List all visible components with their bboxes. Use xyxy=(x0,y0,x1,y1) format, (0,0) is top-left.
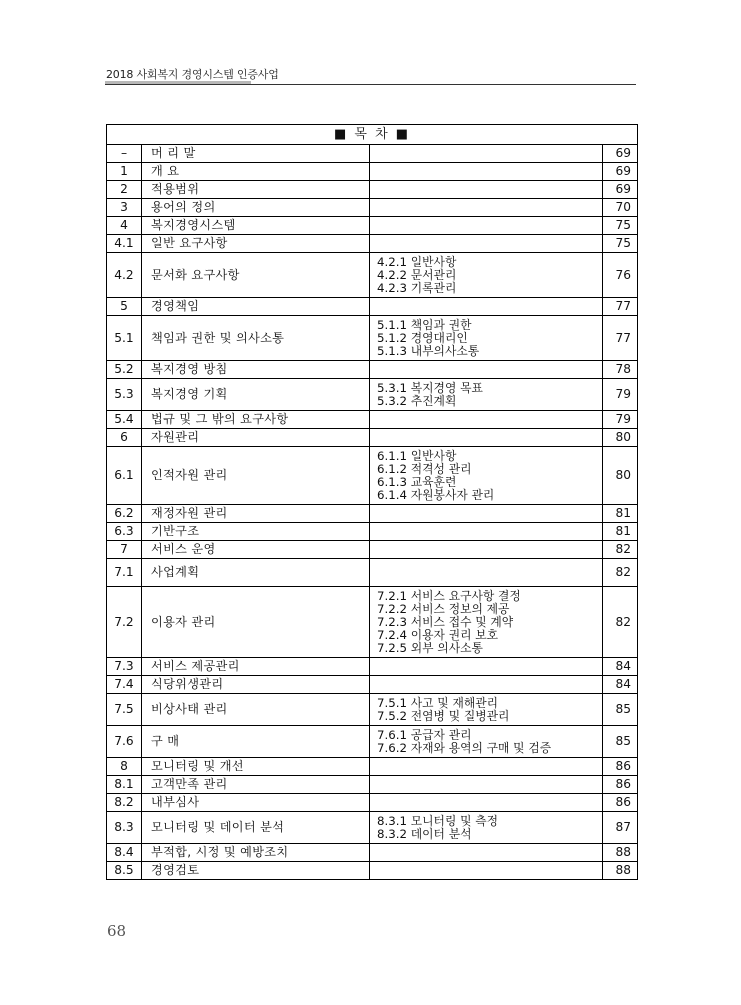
toc-caption: ■ 목 차 ■ xyxy=(107,125,638,145)
toc-page-number: 85 xyxy=(603,726,638,758)
toc-section-title: 복지경영 기획 xyxy=(142,379,370,411)
toc-page-number: 80 xyxy=(603,429,638,447)
toc-row xyxy=(107,541,638,559)
toc-section-title: 구 매 xyxy=(142,726,370,758)
toc-subsection-item: 5.1.3 내부의사소통 xyxy=(377,343,480,358)
toc-subsections xyxy=(370,658,603,676)
toc-subsections xyxy=(370,411,603,429)
toc-subsection-item: 7.2.2 서비스 정보의 제공 xyxy=(377,601,510,616)
toc-subsection-item: 5.3.2 추진계획 xyxy=(377,393,457,408)
toc-subsection-item: 6.1.4 자원봉사자 관리 xyxy=(377,487,495,502)
toc-section-number: 1 xyxy=(107,163,142,181)
toc-subsections xyxy=(370,505,603,523)
toc-section-number: 4.2 xyxy=(107,253,142,298)
toc-subsection-item: 6.1.1 일반사항 xyxy=(377,448,457,463)
toc-section-title: 개 요 xyxy=(142,163,370,181)
toc-page-number: 77 xyxy=(603,298,638,316)
toc-section-number: 6 xyxy=(107,429,142,447)
toc-section-number: 3 xyxy=(107,199,142,217)
toc-section-number: 7.2 xyxy=(107,587,142,658)
toc-subsection-item: 7.5.2 전염병 및 질병관리 xyxy=(377,708,510,723)
toc-page-number: 81 xyxy=(603,505,638,523)
toc-row xyxy=(107,429,638,447)
header-rule xyxy=(105,84,636,85)
toc-section-number: 7.1 xyxy=(107,559,142,587)
toc-subsection-item: 7.6.1 공급자 관리 xyxy=(377,727,472,742)
toc-page-number: 81 xyxy=(603,523,638,541)
toc-row xyxy=(107,361,638,379)
toc-subsection-item: 7.2.4 이용자 권리 보호 xyxy=(377,627,499,642)
toc-row xyxy=(107,726,638,758)
toc-subsections xyxy=(370,253,603,298)
toc-section-number: 8.1 xyxy=(107,776,142,794)
toc-subsection-item: 8.3.1 모니터링 및 측정 xyxy=(377,813,499,828)
toc-subsection-item: 6.1.2 적격성 관리 xyxy=(377,461,472,476)
page-number: 68 xyxy=(107,922,127,940)
toc-section-number: 6.1 xyxy=(107,447,142,505)
toc-row xyxy=(107,163,638,181)
toc-page-number: 82 xyxy=(603,559,638,587)
toc-row xyxy=(107,559,638,587)
toc-subsections xyxy=(370,181,603,199)
toc-section-number: 7.4 xyxy=(107,676,142,694)
toc-row xyxy=(107,447,638,505)
toc-subsections xyxy=(370,145,603,163)
toc-page-number: 86 xyxy=(603,758,638,776)
toc-subsection-item: 6.1.3 교육훈련 xyxy=(377,474,457,489)
toc-section-number: 8.2 xyxy=(107,794,142,812)
toc-section-title: 재정자원 관리 xyxy=(142,505,370,523)
toc-page-number: 85 xyxy=(603,694,638,726)
toc-row xyxy=(107,676,638,694)
toc-subsection-item: 7.5.1 사고 및 재해관리 xyxy=(377,695,499,710)
toc-section-number: 5.1 xyxy=(107,316,142,361)
toc-page-number: 87 xyxy=(603,812,638,844)
toc-row xyxy=(107,776,638,794)
toc-row xyxy=(107,316,638,361)
toc-page-number: 79 xyxy=(603,379,638,411)
toc-page-number: 79 xyxy=(603,411,638,429)
toc-section-number: – xyxy=(107,145,142,163)
toc-section-title: 경영검토 xyxy=(142,862,370,880)
toc-section-title: 복지경영 방침 xyxy=(142,361,370,379)
toc-section-number: 4.1 xyxy=(107,235,142,253)
toc-row xyxy=(107,145,638,163)
toc-body xyxy=(107,145,638,880)
toc-section-number: 7.3 xyxy=(107,658,142,676)
toc-section-title: 고객만족 관리 xyxy=(142,776,370,794)
toc-section-number: 8.4 xyxy=(107,844,142,862)
table-of-contents xyxy=(106,124,638,880)
toc-subsection-item: 4.2.3 기록관리 xyxy=(377,280,457,295)
toc-subsections xyxy=(370,199,603,217)
toc-page-number: 86 xyxy=(603,794,638,812)
toc-row xyxy=(107,844,638,862)
toc-section-number: 8.3 xyxy=(107,812,142,844)
toc-section-number: 7.5 xyxy=(107,694,142,726)
toc-subsections xyxy=(370,235,603,253)
toc-row xyxy=(107,411,638,429)
toc-subsection-item: 4.2.1 일반사항 xyxy=(377,254,457,269)
toc-subsection-item: 7.2.3 서비스 접수 및 계약 xyxy=(377,614,514,629)
toc-section-title: 비상사태 관리 xyxy=(142,694,370,726)
toc-row xyxy=(107,199,638,217)
toc-row xyxy=(107,862,638,880)
toc-subsections xyxy=(370,163,603,181)
toc-subsection-item: 5.3.1 복지경영 목표 xyxy=(377,380,483,395)
running-header: 2018 사회복지 경영시스템 인증사업 xyxy=(106,68,279,81)
toc-subsections xyxy=(370,758,603,776)
toc-page-number: 88 xyxy=(603,844,638,862)
toc-subsection-item: 5.1.1 책임과 권한 xyxy=(377,317,472,332)
toc-subsections xyxy=(370,694,603,726)
toc-subsections xyxy=(370,794,603,812)
toc-page-number: 80 xyxy=(603,447,638,505)
toc-page-number: 69 xyxy=(603,181,638,199)
toc-subsections xyxy=(370,217,603,235)
toc-section-title: 이용자 관리 xyxy=(142,587,370,658)
toc-subsection-item: 7.6.2 자재와 용역의 구매 및 검증 xyxy=(377,740,552,755)
toc-subsections xyxy=(370,298,603,316)
toc-section-title: 식당위생관리 xyxy=(142,676,370,694)
toc-page-number: 82 xyxy=(603,587,638,658)
toc-section-title: 책임과 권한 및 의사소통 xyxy=(142,316,370,361)
toc-section-number: 8 xyxy=(107,758,142,776)
toc-page-number: 82 xyxy=(603,541,638,559)
toc-section-title: 문서화 요구사항 xyxy=(142,253,370,298)
toc-section-title: 부적합, 시정 및 예방조치 xyxy=(142,844,370,862)
toc-row xyxy=(107,812,638,844)
toc-row xyxy=(107,235,638,253)
toc-row xyxy=(107,217,638,235)
toc-page-number: 70 xyxy=(603,199,638,217)
toc-row xyxy=(107,379,638,411)
toc-row xyxy=(107,758,638,776)
toc-section-title: 모니터링 및 데이터 분석 xyxy=(142,812,370,844)
toc-section-number: 2 xyxy=(107,181,142,199)
toc-subsections xyxy=(370,447,603,505)
toc-section-title: 자원관리 xyxy=(142,429,370,447)
toc-row xyxy=(107,523,638,541)
toc-row xyxy=(107,181,638,199)
toc-subsection-item: 7.2.1 서비스 요구사항 결정 xyxy=(377,588,521,603)
toc-row xyxy=(107,505,638,523)
toc-subsections xyxy=(370,316,603,361)
toc-subsections xyxy=(370,776,603,794)
toc-page-number: 78 xyxy=(603,361,638,379)
toc-subsections xyxy=(370,587,603,658)
toc-section-number: 7 xyxy=(107,541,142,559)
toc-subsections xyxy=(370,844,603,862)
toc-row xyxy=(107,794,638,812)
toc-section-number: 6.2 xyxy=(107,505,142,523)
toc-page-number: 75 xyxy=(603,235,638,253)
toc-section-number: 8.5 xyxy=(107,862,142,880)
toc-page-number: 84 xyxy=(603,658,638,676)
toc-section-title: 용어의 정의 xyxy=(142,199,370,217)
toc-section-number: 4 xyxy=(107,217,142,235)
toc-section-title: 법규 및 그 밖의 요구사항 xyxy=(142,411,370,429)
toc-section-title: 일반 요구사항 xyxy=(142,235,370,253)
toc-subsection-item: 4.2.2 문서관리 xyxy=(377,267,457,282)
toc-section-title: 경영책임 xyxy=(142,298,370,316)
toc-section-title: 사업계획 xyxy=(142,559,370,587)
toc-page-number: 75 xyxy=(603,217,638,235)
toc-section-title: 적용범위 xyxy=(142,181,370,199)
toc-subsection-item: 7.2.5 외부 의사소통 xyxy=(377,640,483,655)
toc-page-number: 77 xyxy=(603,316,638,361)
toc-subsections xyxy=(370,559,603,587)
toc-page-number: 69 xyxy=(603,163,638,181)
toc-subsections xyxy=(370,379,603,411)
toc-section-title: 서비스 운영 xyxy=(142,541,370,559)
toc-section-title: 인적자원 관리 xyxy=(142,447,370,505)
toc-row xyxy=(107,253,638,298)
toc-row xyxy=(107,298,638,316)
toc-section-title: 복지경영시스템 xyxy=(142,217,370,235)
toc-subsections xyxy=(370,523,603,541)
toc-subsections xyxy=(370,676,603,694)
toc-row xyxy=(107,658,638,676)
toc-page-number: 69 xyxy=(603,145,638,163)
toc-subsections xyxy=(370,726,603,758)
toc-section-number: 5.3 xyxy=(107,379,142,411)
toc-row xyxy=(107,694,638,726)
toc-page-number: 76 xyxy=(603,253,638,298)
toc-subsection-item: 8.3.2 데이터 분석 xyxy=(377,826,472,841)
toc-section-title: 서비스 제공관리 xyxy=(142,658,370,676)
toc-section-number: 6.3 xyxy=(107,523,142,541)
toc-section-title: 기반구조 xyxy=(142,523,370,541)
toc-section-number: 7.6 xyxy=(107,726,142,758)
toc-subsections xyxy=(370,812,603,844)
toc-subsections xyxy=(370,429,603,447)
toc-row xyxy=(107,587,638,658)
toc-page-number: 86 xyxy=(603,776,638,794)
toc-subsections xyxy=(370,862,603,880)
toc-subsections xyxy=(370,541,603,559)
toc-subsection-item: 5.1.2 경영대리인 xyxy=(377,330,468,345)
toc-page-number: 88 xyxy=(603,862,638,880)
toc-section-title: 내부심사 xyxy=(142,794,370,812)
toc-section-number: 5.2 xyxy=(107,361,142,379)
toc-section-number: 5 xyxy=(107,298,142,316)
toc-page-number: 84 xyxy=(603,676,638,694)
toc-subsections xyxy=(370,361,603,379)
toc-section-title: 머 리 말 xyxy=(142,145,370,163)
toc-section-number: 5.4 xyxy=(107,411,142,429)
toc-section-title: 모니터링 및 개선 xyxy=(142,758,370,776)
